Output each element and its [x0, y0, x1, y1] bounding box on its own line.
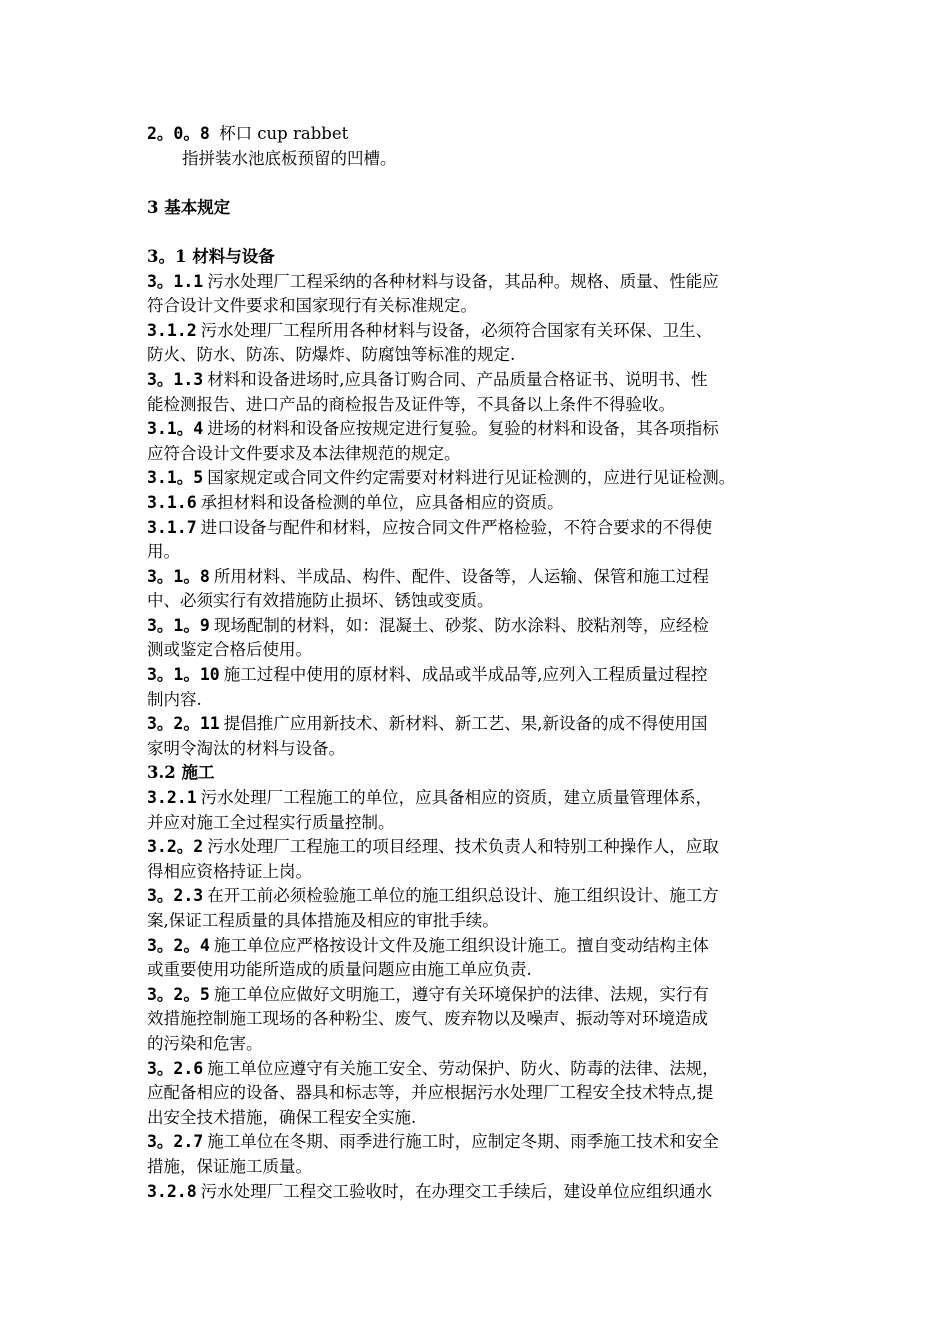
- clause-line: [147, 860, 817, 885]
- clause-line: [147, 835, 817, 860]
- clause-line: [147, 417, 817, 442]
- clause-line: [147, 1007, 817, 1032]
- clause-text: 材料和设备进场时,应具备订购合同、产品质量合格证书、说明书、性: [207, 369, 708, 389]
- clause-text: 符合设计文件要求和国家现行有关标准规定。: [147, 296, 477, 316]
- clause-line: [147, 1057, 817, 1082]
- clause-text: 污水处理厂工程交工验收时，在办理交工手续后，建设单位应组织通水: [200, 1181, 713, 1201]
- clause-line: [147, 737, 817, 762]
- clause-number: 3。1.3: [147, 369, 204, 389]
- clause-line: [147, 540, 817, 565]
- clause-line: [147, 1106, 817, 1131]
- clause-text: 出安全技术措施，确保工程安全实施.: [147, 1107, 417, 1127]
- clause-text: 污水处理厂工程施工的项目经理、技术负责人和特别工种操作人，应取: [207, 837, 719, 857]
- clause-line: [147, 319, 817, 344]
- clause-line: [147, 1081, 817, 1106]
- clause-text: 施工过程中使用的原材料、成品或半成品等,应列入工程质量过程控: [223, 665, 708, 685]
- clause-text: 在开工前必须检验施工单位的施工组织总设计、施工组织设计、施工方: [207, 886, 719, 906]
- clause-text: 能检测报告、进口产品的商检报告及证件等，不具备以上条件不得验收。: [147, 394, 675, 414]
- clause-line: [147, 884, 817, 909]
- clause-text: 应符合设计文件要求及本法律规范的规定。: [147, 443, 461, 463]
- clause-number: 3。2.7: [147, 1132, 204, 1152]
- clause-number: 3.2.1: [147, 788, 197, 808]
- clause-line: [147, 343, 817, 368]
- clause-line: [147, 368, 817, 393]
- clause-number: 3。2.3: [147, 886, 204, 906]
- clause-text: 家明令淘汰的材料与设备。: [147, 738, 345, 758]
- clause-line: [147, 958, 817, 983]
- clause-line: [147, 393, 817, 418]
- clause-text: 所用材料、半成品、构件、配件、设备等，人运输、保管和施工过程: [213, 566, 709, 586]
- clause-text: 进场的材料和设备应按规定进行复验。复验的材料和设备，其各项指标: [207, 419, 719, 439]
- clause-text: 用。: [147, 542, 180, 562]
- clause-line: [147, 663, 817, 688]
- clause-line: [147, 786, 817, 811]
- clause-line: [147, 589, 817, 614]
- clause-text: 进口设备与配件和材料，应按合同文件严格检验，不符合要求的不得使: [200, 517, 713, 537]
- clause-number: 3.1。5: [147, 468, 204, 488]
- clause-number: 3.1。4: [147, 419, 204, 439]
- clause-text: 现场配制的材料，如：混凝土、砂浆、防水涂料、胶粘剂等，应经检: [213, 615, 709, 635]
- clause-text: 污水处理厂工程所用各种材料与设备，必须符合国家有关环保、卫生、: [200, 320, 713, 340]
- clause-line: [147, 270, 817, 295]
- clause-line: [147, 638, 817, 663]
- section-heading-3-1: 3。1 材料与设备: [147, 246, 275, 266]
- clause-number: 3.1.2: [147, 320, 197, 340]
- clause-line: [147, 1130, 817, 1155]
- clause-text: 措施，保证施工质量。: [147, 1156, 312, 1176]
- clause-line: [147, 516, 817, 541]
- clause-text: 的污染和危害。: [147, 1033, 263, 1053]
- clause-line: [147, 1180, 817, 1205]
- clause-text: 施工单位应遵守有关施工安全、劳动保护、防火、防毒的法律、法规，: [207, 1058, 719, 1078]
- clause-number: 3。1。8: [147, 566, 210, 586]
- section-3-1-clauses: [147, 270, 817, 762]
- clause-text: 效措施控制施工现场的各种粉尘、废气、废弃物以及噪声、振动等对环境造成: [147, 1009, 708, 1029]
- section-heading-3-2: 3.2 施工: [147, 763, 215, 783]
- clause-text: 测或鉴定合格后使用。: [147, 640, 312, 660]
- clause-number: 2。0。8: [147, 124, 210, 143]
- clause-text: 或重要使用功能所造成的质量问题应由施工单应负责.: [147, 960, 532, 980]
- clause-text: 得相应资格持证上岗。: [147, 861, 312, 881]
- clause-text: 施工单位应做好文明施工，遵守有关环境保护的法律、法规，实行有: [213, 984, 709, 1004]
- clause-text: 污水处理厂工程施工的单位，应具备相应的资质，建立质量管理体系，: [200, 788, 713, 808]
- document-page: [147, 122, 817, 1204]
- clause-line: [147, 934, 817, 959]
- clause-text: 施工单位应严格按设计文件及施工组织设计施工。擅自变动结构主体: [213, 935, 709, 955]
- clause-line: [147, 712, 817, 737]
- clause-number: 3.1.7: [147, 517, 197, 537]
- clause-2-0-8-title: [147, 122, 817, 147]
- clause-text: 案,保证工程质量的具体措施及相应的审批手续。: [147, 911, 499, 930]
- clause-line: [147, 909, 817, 934]
- clause-text: 承担材料和设备检测的单位，应具备相应的资质。: [200, 492, 564, 512]
- clause-line: [147, 811, 817, 836]
- clause-number: 3。2。11: [147, 714, 220, 734]
- clause-text: 并应对施工全过程实行质量控制。: [147, 812, 395, 832]
- clause-line: [147, 688, 817, 713]
- clause-line: [147, 294, 817, 319]
- clause-text: 国家规定或合同文件约定需要对材料进行见证检测的，应进行见证检测。: [207, 468, 736, 488]
- clause-line: [147, 614, 817, 639]
- section-3-2-clauses: [147, 786, 817, 1204]
- clause-number: 3。1。10: [147, 665, 220, 685]
- clause-number: 3。2.6: [147, 1058, 204, 1078]
- clause-number: 3。1.1: [147, 271, 204, 291]
- clause-number: 3。2。4: [147, 935, 210, 955]
- clause-text: 中、必须实行有效措施防止损坏、锈蚀或变质。: [147, 591, 494, 611]
- clause-2-0-8-body: 指拼装水池底板预留的凹槽。: [182, 148, 397, 168]
- clause-line: [147, 1032, 817, 1057]
- clause-number: 3.2。2: [147, 837, 204, 857]
- clause-number: 3。2。5: [147, 984, 210, 1004]
- clause-number: 3。1。9: [147, 615, 210, 635]
- clause-text: 防火、防水、防冻、防爆炸、防腐蚀等标准的规定.: [147, 345, 516, 365]
- clause-text: 制内容.: [147, 689, 202, 709]
- clause-line: [147, 565, 817, 590]
- chapter-heading: 3 基本规定: [147, 197, 231, 217]
- clause-line: [147, 466, 817, 491]
- clause-text: 施工单位在冬期、雨季进行施工时，应制定冬期、雨季施工技术和安全: [207, 1132, 719, 1152]
- clause-line: [147, 1155, 817, 1180]
- clause-text: 应配备相应的设备、器具和标志等，并应根据污水处理厂工程安全技术特点,提: [147, 1083, 714, 1103]
- clause-title: 杯口 cup rabbet: [219, 124, 349, 143]
- clause-number: 3.1.6: [147, 492, 197, 512]
- clause-text: 提倡推广应用新技术、新材料、新工艺、果,新设备的成不得使用国: [223, 714, 708, 734]
- clause-line: [147, 983, 817, 1008]
- clause-number: 3.2.8: [147, 1181, 197, 1201]
- clause-text: 污水处理厂工程采纳的各种材料与设备，其品种。规格、质量、性能应: [207, 271, 719, 291]
- clause-line: [147, 442, 817, 467]
- clause-line: [147, 491, 817, 516]
